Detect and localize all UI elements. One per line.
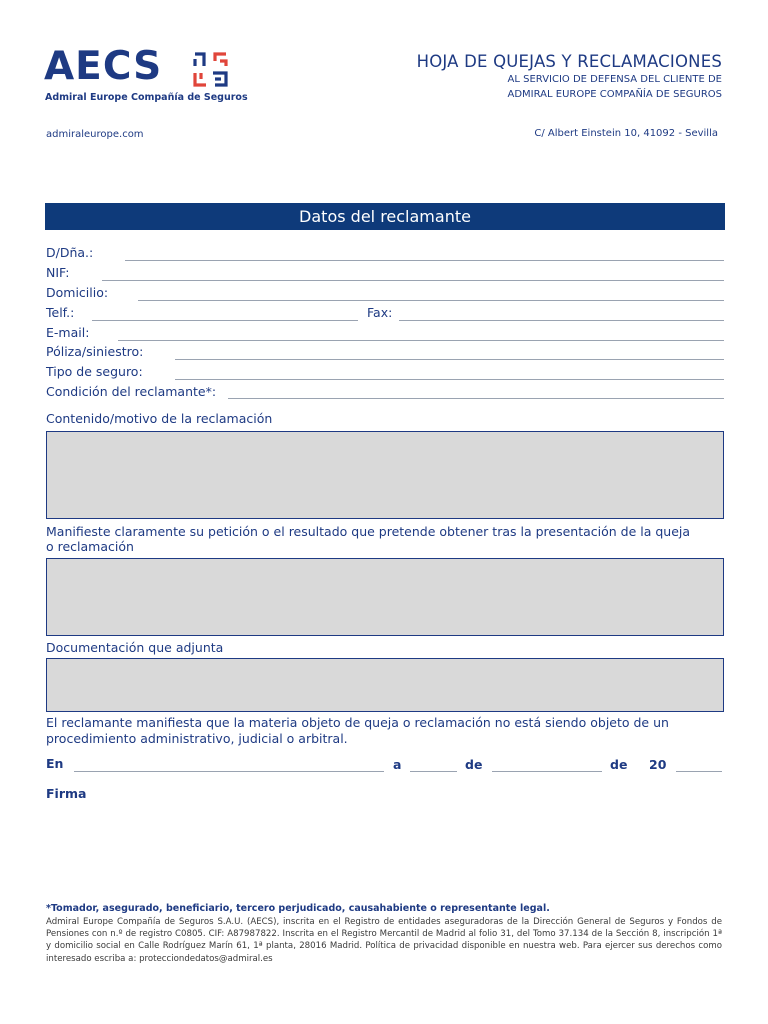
declaracion-line-1: El reclamante manifiesta que la materia objeto de queja o reclamación no está siendo objeto de un (46, 715, 669, 730)
tipo-seguro-label: Tipo de seguro: (46, 364, 143, 379)
fax-field[interactable] (399, 320, 724, 321)
name-label: D/Dña.: (46, 245, 94, 260)
company-address: C/ Albert Einstein 10, 41092 - Sevilla (534, 128, 718, 139)
documentacion-label: Documentación que adjunta (46, 640, 224, 655)
email-label: E-mail: (46, 325, 90, 340)
de-label-2: de (610, 757, 628, 772)
section-banner (45, 203, 725, 230)
domicilio-field[interactable] (138, 300, 724, 301)
contenido-label: Contenido/motivo de la reclamación (46, 411, 273, 426)
peticion-textarea[interactable] (46, 558, 724, 636)
aecs-logo-mark-icon (193, 52, 228, 87)
footer-legal: Admiral Europe Compañía de Seguros S.A.U. (AECS), inscrita en el Registro de entidades aseguradoras de la Dirección General de Seguros y Fondos de Pensiones con n.º de registro C0805. CIF: A87987822. Inscrita en el Registro Mercantil de Madrid al folio 31, del Tomo 37.134 de la Sección 8, inscripción 1ª y domicilio social en Calle Rodríguez Marín 61, 1ª planta, 28016 Madrid. Política de privacidad disponible en nuestra web. Para ejercer sus derechos como interesado escriba a: protecciondedatos@admiral.es (46, 917, 722, 964)
place-field[interactable] (74, 771, 384, 772)
firma-label: Firma (46, 786, 87, 801)
document-subtitle-2: ADMIRAL EUROPE COMPAÑÍA DE SEGUROS (507, 89, 722, 100)
nif-label: NIF: (46, 265, 70, 280)
poliza-label: Póliza/siniestro: (46, 344, 144, 359)
nif-field[interactable] (102, 280, 724, 281)
manifieste-label-line-1: Manifieste claramente su petición o el resultado que pretende obtener tras la presentación de la queja (46, 524, 691, 539)
website-link[interactable]: admiraleurope.com (46, 129, 144, 140)
condicion-label: Condición del reclamante*: (46, 384, 217, 399)
contenido-textarea[interactable] (46, 431, 724, 519)
name-field[interactable] (125, 260, 724, 261)
day-field[interactable] (410, 771, 457, 772)
poliza-field[interactable] (175, 359, 724, 360)
year-field[interactable] (676, 771, 722, 772)
condicion-field[interactable] (228, 398, 724, 399)
logo-subtitle: Admiral Europe Compañía de Seguros (45, 92, 248, 103)
en-label: En (46, 756, 64, 771)
section-title: Datos del reclamante (299, 207, 471, 226)
telf-field[interactable] (92, 320, 358, 321)
manifieste-label-line-2: o reclamación (46, 539, 134, 554)
month-field[interactable] (492, 771, 602, 772)
declaracion-line-2: procedimiento administrativo, judicial o arbitral. (46, 731, 348, 746)
domicilio-label: Domicilio: (46, 285, 109, 300)
telf-label: Telf.: (46, 305, 75, 320)
fax-label: Fax: (367, 305, 393, 320)
document-title: HOJA DE QUEJAS Y RECLAMACIONES (416, 52, 722, 71)
a-label: a (393, 757, 402, 772)
footer-note: *Tomador, asegurado, beneficiario, tercero perjudicado, causahabiente o representante legal. (46, 903, 550, 914)
tipo-seguro-field[interactable] (175, 379, 724, 380)
document-subtitle-1: AL SERVICIO DE DEFENSA DEL CLIENTE DE (507, 74, 722, 85)
email-field[interactable] (118, 340, 724, 341)
year-prefix: 20 (649, 757, 667, 772)
logo-text: AECS (44, 44, 163, 89)
de-label-1: de (465, 757, 483, 772)
documentacion-textarea[interactable] (46, 658, 724, 712)
